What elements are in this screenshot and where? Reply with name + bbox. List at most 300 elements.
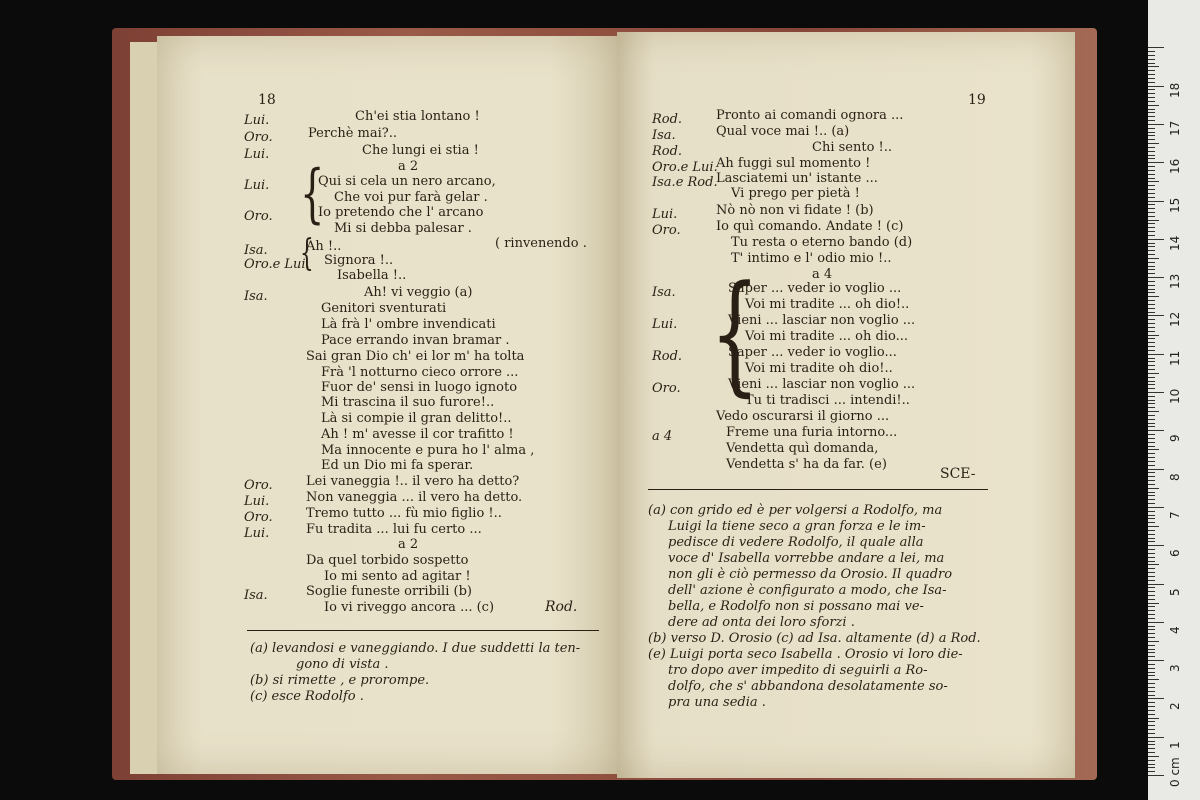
verse-line: Soglie funeste orribili (b) (306, 584, 472, 599)
speaker-label: Isa. (244, 289, 268, 304)
ruler-tick (1148, 124, 1164, 125)
speaker-label: Rod. (652, 144, 683, 159)
ruler-tick (1148, 346, 1155, 347)
verse-line: Ed un Dio mi fa sperar. (321, 458, 474, 473)
ruler-tick (1148, 327, 1155, 328)
ruler-tick (1148, 641, 1159, 642)
speaker-label: Isa. (244, 243, 268, 258)
ruler-tick (1148, 672, 1155, 673)
ruler-label: 17 (1168, 120, 1182, 136)
ruler-tick (1148, 564, 1159, 565)
ruler-label: 2 (1168, 702, 1182, 711)
ruler-tick (1148, 492, 1155, 493)
ruler-tick (1148, 338, 1155, 339)
verse-line: Voi mi tradite ... oh dio... (745, 329, 908, 344)
ruler-tick (1148, 354, 1164, 355)
ruler-label: 6 (1168, 549, 1182, 558)
ruler-tick (1148, 392, 1164, 393)
ruler-tick (1148, 86, 1164, 87)
ruler-tick (1148, 530, 1155, 531)
footnote-line: Luigi la tiene seco a gran forza e le im- (668, 519, 926, 534)
footnote-line: dere ad onta dei loro sforzi . (668, 615, 855, 630)
ruler-tick (1148, 775, 1164, 776)
ruler-tick (1148, 400, 1155, 401)
ruler-tick (1148, 239, 1164, 240)
ruler-tick (1148, 426, 1155, 427)
ruler-tick (1148, 603, 1159, 604)
footnote-line: dell' azione è configurato a modo, che Isa- (668, 583, 947, 598)
footnote-line: dolfo, che s' abbandona desolatamente so- (668, 679, 948, 694)
ruler-tick (1148, 442, 1155, 443)
ruler-tick (1148, 181, 1159, 182)
ruler-tick (1148, 281, 1155, 282)
ruler-tick (1148, 710, 1155, 711)
ruler-tick (1148, 649, 1155, 650)
footnote-line: (c) esce Rodolfo . (250, 689, 364, 704)
ruler-tick (1148, 660, 1164, 661)
ruler-tick (1148, 545, 1164, 546)
verse-line: Tu resta o eterno bando (d) (731, 235, 913, 250)
verse-line: Qual voce mai !.. (a) (716, 124, 850, 139)
footnote-line: (a) con grido ed è per volgersi a Rodolfo, ma (648, 503, 943, 518)
footnote-line: pedisce di vedere Rodolfo, il quale alla (668, 535, 924, 550)
ruler-tick (1148, 97, 1155, 98)
ruler-tick (1148, 702, 1155, 703)
ruler-tick (1148, 465, 1155, 466)
verse-line: Vendetta quì domanda, (726, 441, 879, 456)
verse-line: Pronto ai comandi ognora ... (716, 108, 904, 123)
ruler-tick (1148, 93, 1155, 94)
ruler-tick (1148, 721, 1155, 722)
ruler-tick (1148, 511, 1155, 512)
ruler-tick (1148, 246, 1155, 247)
speaker-label: Oro.e Lui. (244, 257, 310, 272)
verse-line: Mi si debba palesar . (334, 221, 472, 236)
ruler-tick (1148, 518, 1155, 519)
ruler-label: 11 (1168, 350, 1182, 366)
speaker-label: Oro. (244, 510, 273, 525)
ruler-tick (1148, 204, 1155, 205)
ruler-tick (1148, 549, 1155, 550)
verse-line: Pace errando invan bramar . (321, 333, 510, 348)
ruler-tick (1148, 472, 1155, 473)
ruler-tick (1148, 580, 1155, 581)
ruler-tick (1148, 258, 1159, 259)
ruler-tick (1148, 277, 1164, 278)
ruler-tick (1148, 135, 1155, 136)
ruler-tick (1148, 610, 1155, 611)
speaker-label: Rod. (652, 349, 683, 364)
ruler-label: 8 (1168, 472, 1182, 481)
verse-line: Perchè mai?.. (308, 126, 398, 141)
verse-line: Freme una furia intorno... (726, 425, 898, 440)
ruler-tick (1148, 584, 1164, 585)
ruler-tick (1148, 618, 1155, 619)
ruler-tick (1148, 495, 1155, 496)
ruler-label: 18 (1168, 82, 1182, 98)
brace-left-a2: { (300, 157, 325, 231)
verse-line: Fu tradita ... lui fu certo ... (306, 522, 482, 537)
footnote-line: gono di vista . (296, 657, 389, 672)
ruler-tick (1148, 526, 1159, 527)
verse-line: Io vi riveggo ancora ... (c) (324, 600, 495, 615)
ruler-tick (1148, 162, 1164, 163)
verse-line: Tu ti tradisci ... intendi!.. (745, 393, 910, 408)
ruler-tick (1148, 411, 1159, 412)
ruler-tick (1148, 637, 1155, 638)
speaker-label: Oro. (652, 223, 681, 238)
ruler-tick (1148, 308, 1155, 309)
ruler-tick (1148, 752, 1155, 753)
ruler-tick (1148, 741, 1155, 742)
speaker-label: Rod. (652, 112, 683, 127)
ruler-tick (1148, 484, 1155, 485)
ruler-tick (1148, 55, 1155, 56)
verse-line: Vi prego per pietà ! (731, 186, 860, 201)
measurement-ruler (1148, 0, 1200, 800)
ruler-tick (1148, 407, 1155, 408)
ruler-tick (1148, 47, 1164, 48)
ruler-label: 12 (1168, 312, 1182, 328)
footnote-line: (b) si rimette , e prorompe. (250, 673, 430, 688)
ruler-tick (1148, 70, 1155, 71)
ruler-tick (1148, 538, 1155, 539)
ruler-tick (1148, 576, 1155, 577)
ruler-tick (1148, 461, 1155, 462)
verse-line: a 4 (812, 267, 833, 282)
ruler-tick (1148, 365, 1155, 366)
verse-line: Saper ... veder io voglio... (728, 345, 897, 360)
speaker-label: Oro. (652, 381, 681, 396)
ruler-tick (1148, 315, 1164, 316)
page-number-left: 18 (258, 92, 276, 108)
ruler-tick (1148, 273, 1155, 274)
ruler-tick (1148, 74, 1155, 75)
ruler-label: 3 (1168, 664, 1182, 673)
speaker-label: Lui. (652, 207, 678, 222)
speaker-label: Oro. (244, 209, 273, 224)
verse-line: Ch'ei stia lontano ! (355, 109, 480, 124)
ruler-tick (1148, 629, 1155, 630)
ruler-label: 4 (1168, 626, 1182, 634)
speaker-label: Lui. (244, 526, 270, 541)
ruler-tick (1148, 434, 1155, 435)
speaker-label: Lui. (244, 494, 270, 509)
ruler-tick (1148, 139, 1155, 140)
ruler-label: 15 (1168, 197, 1182, 213)
ruler-tick (1148, 760, 1155, 761)
footnote-line: bella, e Rodolfo non si possano mai ve- (668, 599, 924, 614)
ruler-label: 10 (1168, 388, 1182, 404)
ruler-label: 14 (1168, 235, 1182, 251)
speaker-label: Isa. (652, 285, 676, 300)
ruler-tick (1148, 262, 1155, 263)
verse-line: Lei vaneggia !.. il vero ha detto? (306, 474, 520, 489)
ruler-tick (1148, 572, 1155, 573)
speaker-label: Oro. (244, 130, 273, 145)
verse-line: Lasciatemi un' istante ... (716, 171, 878, 186)
verse-line: Ah ! m' avesse il cor trafitto ! (321, 427, 514, 442)
ruler-tick (1148, 388, 1155, 389)
footnote-line: non gli è ciò permesso da Orosio. Il quadro (668, 567, 953, 582)
ruler-tick (1148, 193, 1155, 194)
ruler-tick (1148, 515, 1155, 516)
ruler-label: 1 (1168, 741, 1182, 749)
ruler-tick (1148, 51, 1155, 52)
ruler-tick (1148, 289, 1155, 290)
ruler-tick (1148, 132, 1155, 133)
ruler-tick (1148, 178, 1155, 179)
ruler-tick (1148, 756, 1159, 757)
ruler-tick (1148, 718, 1159, 719)
ruler-tick (1148, 212, 1155, 213)
ruler-tick (1148, 292, 1155, 293)
speaker-label: a 4 (652, 429, 673, 444)
verse-line: Non vaneggia ... il vero ha detto. (306, 490, 523, 505)
verse-line: Qui si cela un nero arcano, (318, 174, 496, 189)
verse-line: Ah! vi veggio (a) (364, 285, 473, 300)
ruler-tick (1148, 423, 1155, 424)
ruler-tick (1148, 66, 1159, 67)
ruler-tick (1148, 59, 1155, 60)
verse-line: Da quel torbido sospetto (306, 553, 469, 568)
ruler-tick (1148, 488, 1159, 489)
ruler-tick (1148, 687, 1155, 688)
ruler-tick (1148, 691, 1155, 692)
ruler-tick (1148, 656, 1155, 657)
ruler-tick (1148, 361, 1155, 362)
ruler-tick (1148, 645, 1155, 646)
ruler-tick (1148, 733, 1155, 734)
verse-line: Che lungi ei stia ! (362, 143, 479, 158)
ruler-tick (1148, 679, 1159, 680)
ruler-tick (1148, 143, 1159, 144)
verse-line: Là si compie il gran delitto!.. (321, 411, 512, 426)
ruler-tick (1148, 396, 1155, 397)
verse-line: Signora !.. (324, 253, 394, 268)
ruler-tick (1148, 614, 1155, 615)
verse-line: Vieni ... lasciar non voglio ... (728, 313, 916, 328)
speaker-label: Isa. (652, 128, 676, 143)
ruler-tick (1148, 342, 1155, 343)
verse-line: Isabella !.. (337, 268, 407, 283)
verse-line: Frà 'l notturno cieco orrore ... (321, 365, 519, 380)
ruler-tick (1148, 622, 1164, 623)
ruler-tick (1148, 587, 1155, 588)
ruler-tick (1148, 197, 1155, 198)
ruler-label: 9 (1168, 434, 1182, 443)
ruler-tick (1148, 737, 1164, 738)
ruler-tick (1148, 725, 1155, 726)
ruler-tick (1148, 729, 1155, 730)
verse-line: Tremo tutto ... fù mio figlio !.. (306, 506, 502, 521)
ruler-tick (1148, 430, 1164, 431)
verse-line: Là frà l' ombre invendicati (321, 317, 496, 332)
footnote-line: (e) Luigi porta seco Isabella . Orosio vi loro die- (648, 647, 963, 662)
verse-line: Che voi pur farà gelar . (334, 190, 488, 205)
ruler-tick (1148, 296, 1159, 297)
ruler-tick (1148, 668, 1155, 669)
ruler-tick (1148, 82, 1155, 83)
ruler-tick (1148, 652, 1155, 653)
footnote-rule-right (648, 489, 988, 490)
verse-line: Nò nò non vi fidate ! (b) (716, 203, 874, 218)
ruler-tick (1148, 269, 1155, 270)
footnote-rule-left (247, 630, 599, 631)
ruler-tick (1148, 469, 1164, 470)
ruler-tick (1148, 231, 1155, 232)
verse-line: Chi sento !.. (812, 140, 893, 155)
ruler-tick (1148, 419, 1155, 420)
speaker-label: Isa.e Rod. (652, 175, 718, 190)
brace-right-a4: { (710, 257, 760, 409)
ruler-tick (1148, 595, 1155, 596)
ruler-tick (1148, 446, 1155, 447)
ruler-tick (1148, 312, 1155, 313)
brace-left-signora: { (300, 233, 314, 274)
ruler-tick (1148, 453, 1155, 454)
ruler-tick (1148, 254, 1155, 255)
ruler-tick (1148, 373, 1159, 374)
footnote-line: voce d' Isabella vorrebbe andare a lei, ma (668, 551, 945, 566)
ruler-tick (1148, 120, 1155, 121)
ruler-tick (1148, 415, 1155, 416)
verse-line: Voi mi tradite oh dio!.. (745, 361, 893, 376)
footnote-line: tro dopo aver impedito di seguirli a Ro- (668, 663, 928, 678)
ruler-tick (1148, 300, 1155, 301)
ruler-tick (1148, 381, 1155, 382)
ruler-tick (1148, 323, 1155, 324)
ruler-tick (1148, 698, 1164, 699)
ruler-tick (1148, 304, 1155, 305)
speaker-label: Lui. (244, 178, 270, 193)
ruler-tick (1148, 369, 1155, 370)
ruler-tick (1148, 335, 1159, 336)
ruler-tick (1148, 147, 1155, 148)
verse-line: ( rinvenendo . (495, 236, 587, 251)
verse-line: Io pretendo che l' arcano (318, 205, 484, 220)
ruler-tick (1148, 695, 1155, 696)
verse-line: Ah fuggi sul momento ! (716, 156, 871, 171)
verse-line: a 2 (398, 159, 419, 174)
ruler-tick (1148, 377, 1155, 378)
ruler-tick (1148, 89, 1155, 90)
ruler-tick (1148, 480, 1155, 481)
verse-line: Vieni ... lasciar non voglio ... (728, 377, 916, 392)
ruler-tick (1148, 350, 1155, 351)
ruler-tick (1148, 208, 1155, 209)
ruler-tick (1148, 220, 1159, 221)
ruler-tick (1148, 561, 1155, 562)
ruler-tick (1148, 507, 1164, 508)
verse-line: Io mi sento ad agitar ! (324, 569, 471, 584)
ruler-tick (1148, 534, 1155, 535)
ruler-tick (1148, 216, 1155, 217)
verse-line: T' intimo e l' odio mio !.. (731, 251, 892, 266)
verse-line: Genitori sventurati (321, 301, 447, 316)
verse-line: Fuor de' sensi in luogo ignoto (321, 380, 518, 395)
ruler-tick (1148, 541, 1155, 542)
ruler-tick (1148, 557, 1155, 558)
footnote-line: (b) verso D. Orosio (c) ad Isa. altamente (d) a Rod. (648, 631, 981, 646)
ruler-tick (1148, 235, 1155, 236)
ruler-tick (1148, 449, 1159, 450)
verse-line: Ah !.. (306, 239, 342, 254)
speaker-label: Lui. (244, 113, 270, 128)
speaker-label: Lui. (244, 147, 270, 162)
ruler-tick (1148, 189, 1155, 190)
verse-line: Sai gran Dio ch' ei lor m' ha tolta (306, 349, 525, 364)
catchword-right: SCE- (940, 466, 976, 482)
ruler-label: 5 (1168, 587, 1182, 596)
ruler-tick (1148, 568, 1155, 569)
ruler-tick (1148, 166, 1155, 167)
ruler-tick (1148, 128, 1155, 129)
ruler-tick (1148, 155, 1155, 156)
ruler-tick (1148, 764, 1155, 765)
ruler-tick (1148, 771, 1155, 772)
verse-line: a 2 (398, 537, 419, 552)
ruler-tick (1148, 112, 1155, 113)
ruler-tick (1148, 664, 1155, 665)
ruler-tick (1148, 683, 1155, 684)
ruler-tick (1148, 116, 1155, 117)
verse-line: Voi mi tradite ... oh dio!.. (745, 297, 910, 312)
ruler-tick (1148, 105, 1159, 106)
ruler-label: 0 cm (1168, 757, 1182, 787)
ruler-label: 16 (1168, 158, 1182, 175)
ruler-tick (1148, 606, 1155, 607)
ruler-tick (1148, 675, 1155, 676)
ruler-tick (1148, 499, 1155, 500)
ruler-tick (1148, 78, 1155, 79)
ruler-tick (1148, 170, 1155, 171)
ruler-tick (1148, 109, 1155, 110)
ruler-tick (1148, 744, 1155, 745)
ruler-tick (1148, 227, 1155, 228)
ruler-tick (1148, 63, 1155, 64)
ruler-tick (1148, 403, 1155, 404)
catchword-left: Rod. (545, 599, 578, 615)
ruler-tick (1148, 266, 1155, 267)
verse-line: Vedo oscurarsi il giorno ... (716, 409, 890, 424)
ruler-label: 13 (1168, 273, 1182, 290)
ruler-tick (1148, 223, 1155, 224)
ruler-tick (1148, 358, 1155, 359)
ruler-tick (1148, 591, 1155, 592)
ruler-tick (1148, 767, 1155, 768)
verse-line: Vendetta s' ha da far. (e) (726, 457, 887, 472)
ruler-tick (1148, 503, 1155, 504)
speaker-label: Oro.e Lui. (652, 160, 718, 175)
ruler-tick (1148, 626, 1155, 627)
ruler-tick (1148, 457, 1155, 458)
ruler-tick (1148, 250, 1155, 251)
ruler-tick (1148, 599, 1155, 600)
verse-line: Mi trascina il suo furore!.. (321, 395, 495, 410)
ruler-tick (1148, 101, 1155, 102)
ruler-tick (1148, 384, 1155, 385)
ruler-tick (1148, 201, 1164, 202)
ruler-tick (1148, 158, 1155, 159)
ruler-tick (1148, 319, 1155, 320)
ruler-tick (1148, 438, 1155, 439)
ruler-tick (1148, 243, 1155, 244)
footnote-line: (a) levandosi e vaneggiando. I due suddetti la ten- (250, 641, 581, 656)
ruler-tick (1148, 476, 1155, 477)
ruler-tick (1148, 633, 1155, 634)
ruler-tick (1148, 185, 1155, 186)
